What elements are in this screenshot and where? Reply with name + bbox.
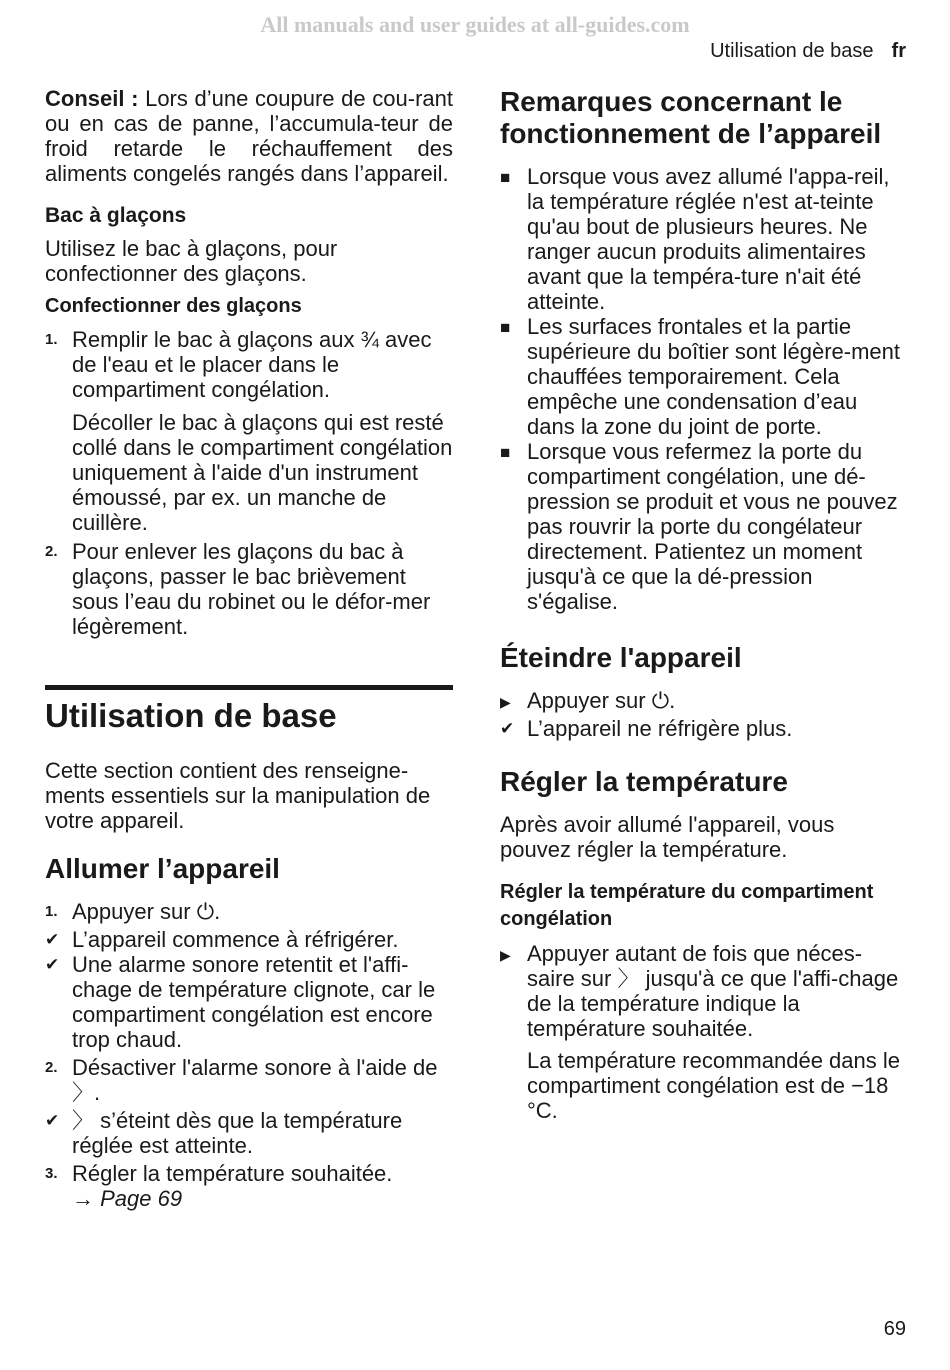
result-text: L’appareil ne réfrigère plus. [527,716,793,741]
list-item [45,927,453,952]
list-item [500,314,908,439]
running-header [710,40,906,63]
right-column [500,86,908,1123]
set-temperature-text: Après avoir allumé l'appareil, vous pouvez régler la température. [500,812,835,862]
tip-label: Conseil : [45,86,139,111]
step-text: Désactiver l'alarme sonore à l'aide de 〉. [72,1055,438,1105]
step-text: Appuyer sur ⏻. [72,899,221,924]
header-language: fr [891,40,906,62]
header-section-title: Utilisation de base [710,40,874,62]
step-text: Pour enlever les glaçons du bac à glaçons, passer le bac brièvement sous l’eau du robinet ou le défor-mer légèrement. [72,539,431,639]
switch-on-steps [45,899,453,1211]
tip-paragraph [45,86,453,186]
remarks-heading: Remarques concernant le fonctionnement de l’appareil [500,86,882,149]
list-item [500,941,908,1041]
list-item [45,952,453,1052]
make-ice-steps [45,327,453,639]
list-item [500,1048,908,1123]
triangle-right-icon: ▶ [500,694,511,710]
result-text: Une alarme sonore retentit et l'affi-chage de température clignote, car le compartiment congélation est encore trop chaud. [72,952,436,1052]
note-text: La température recommandée dans le compartiment congélation est de −18 °C. [527,1048,900,1123]
page-cross-reference-link[interactable] [72,1186,182,1211]
tip-text: Lors d’une coupure de cou-rant ou en cas de panne, l’accumula-teur de froid retarde le réchauffement des aliments congelés rangés dans l’appareil. [45,86,453,186]
remarks-list [500,164,908,614]
result-text: 〉 s’éteint dès que la température réglée est atteinte. [72,1108,403,1158]
list-item [500,688,908,713]
switch-on-heading: Allumer l’appareil [45,853,280,884]
make-ice-heading: Confectionner des glaçons [45,295,302,317]
square-bullet-icon: ■ [500,168,511,187]
left-column [45,86,453,1211]
check-icon: ✔ [45,1111,60,1130]
check-icon: ✔ [45,955,60,974]
step-text: Remplir le bac à glaçons aux ¾ avec de l'eau et le placer dans le compartiment congélation. [72,327,432,402]
square-bullet-icon: ■ [500,443,511,462]
list-item [45,1161,453,1211]
list-item [45,899,453,924]
list-item [45,1108,453,1158]
list-item [45,1055,453,1105]
switch-off-heading: Éteindre l'appareil [500,642,742,673]
set-temperature-steps [500,941,908,1123]
switch-off-steps [500,688,908,741]
arrow-right-icon: → [72,1186,94,1211]
step-text: Régler la température souhaitée. [72,1161,393,1186]
page-number: 69 [883,1318,906,1340]
set-temperature-heading: Régler la température [500,766,788,797]
list-item [45,410,453,535]
section-title: Utilisation de base [45,685,453,736]
page-reference: Page 69 [100,1186,183,1211]
ice-tray-heading: Bac à glaçons [45,204,187,227]
list-item [45,539,453,639]
list-item [500,439,908,614]
remark-text: Lorsque vous avez allumé l'appa-reil, la température réglée n'est at-teinte qu'au bout de plusieurs heures. Ne ranger aucun produits alimentaires avant que la tempéra-ture n'ait été atteinte. [527,164,890,314]
list-item [500,164,908,314]
list-item [45,327,453,402]
remark-text: Lorsque vous refermez la porte du compartiment congélation, une dé-pression se produit et vous ne pouvez pas rouvrir la porte du congélateur directement. Patientez un moment jusqu'à ce que la dé-pression s'égalise. [527,439,898,614]
check-icon: ✔ [500,719,515,738]
list-item [500,716,908,741]
square-bullet-icon: ■ [500,318,511,337]
result-text: L’appareil commence à réfrigérer. [72,927,399,952]
step-number: 3. [45,1165,58,1182]
step-number: 2. [45,1059,58,1076]
remark-text: Les surfaces frontales et la partie supérieure du boîtier sont légère-ment chauffées temporairement. Cela empêche une condensation d’eau dans la zone du joint de porte. [527,314,900,439]
freezer-temperature-heading: Régler la température du compartiment congélation [500,881,874,930]
ice-tray-text: Utilisez le bac à glaçons, pour confectionner des glaçons. [45,236,338,286]
action-text: Appuyer autant de fois que néces-saire sur 〉 jusqu'à ce que l'affi-chage de la température indique la température souhaitée. [527,941,899,1041]
triangle-right-icon: ▶ [500,947,511,963]
step-number: 2. [45,543,58,560]
step-number: 1. [45,331,58,348]
watermark: All manuals and user guides at all-guides.com [260,12,690,37]
step-note: Décoller le bac à glaçons qui est resté collé dans le compartiment congélation uniquement à l'aide d'un instrument émoussé, par ex. un manche de cuillère. [72,410,453,535]
step-number: 1. [45,903,58,920]
action-text: Appuyer sur ⏻. [527,688,676,713]
check-icon: ✔ [45,930,60,949]
section-intro: Cette section contient des renseigne-ments essentiels sur la manipulation de votre appareil. [45,758,431,833]
